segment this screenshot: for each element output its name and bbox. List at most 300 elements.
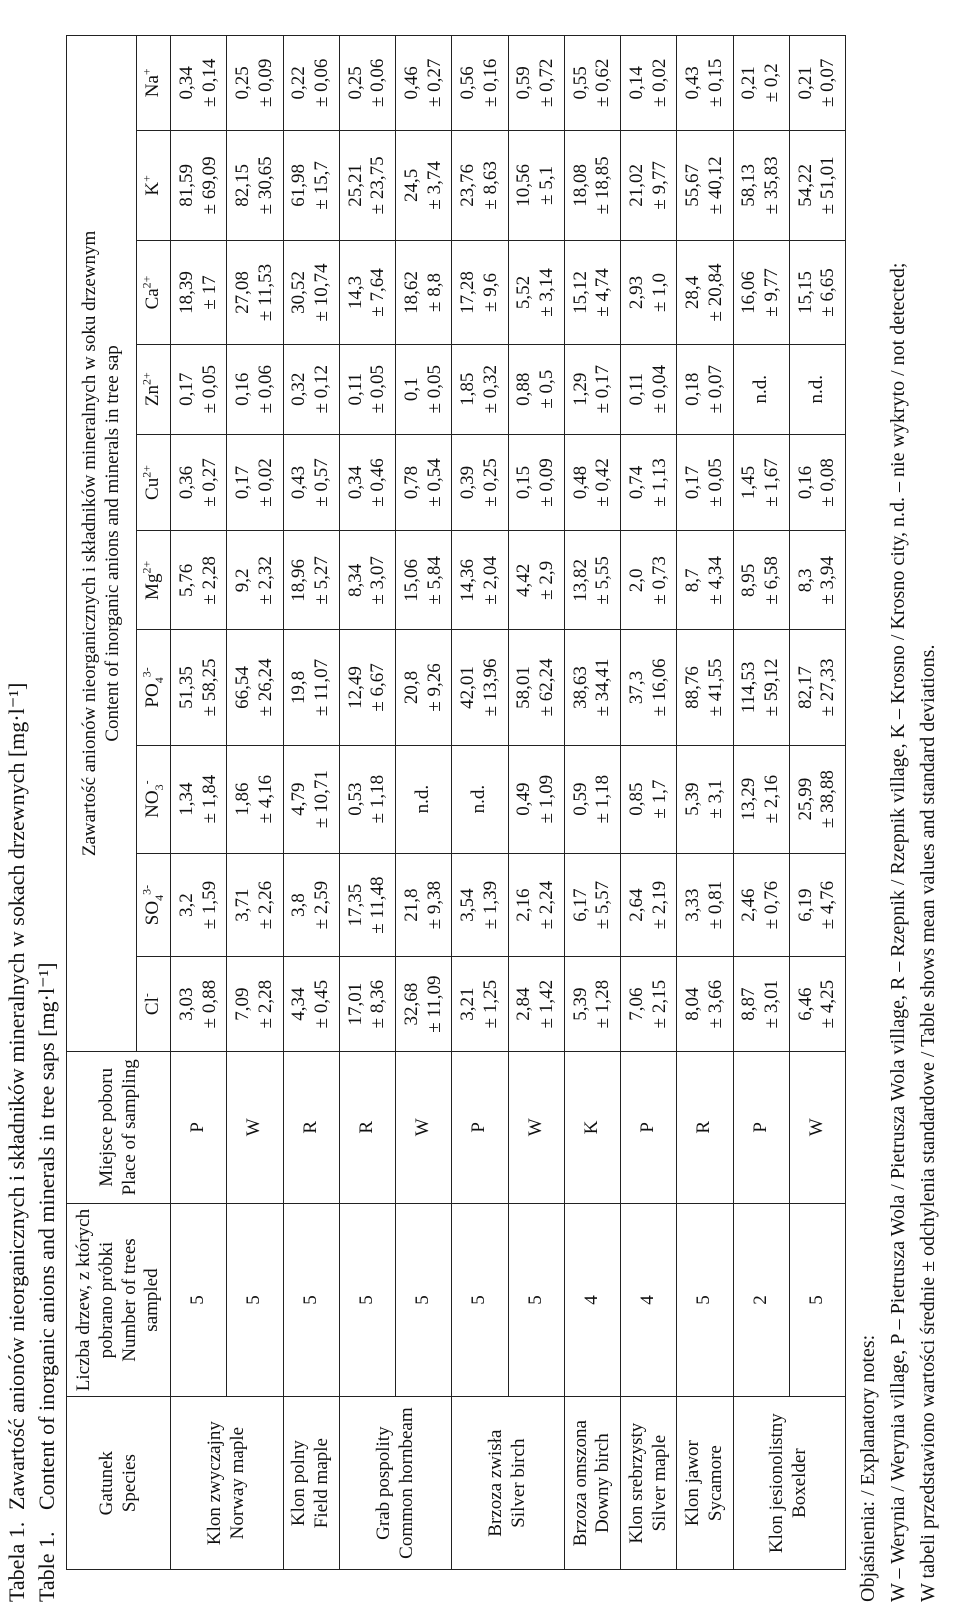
value-cell	[227, 630, 283, 745]
sd-value: ± 1,28	[592, 979, 614, 1029]
value-cell	[396, 344, 452, 434]
sd-value: ± 1,18	[592, 774, 614, 824]
value-cell	[621, 434, 677, 531]
ion-subscript: 4	[151, 677, 166, 684]
ion-charge: -	[139, 993, 154, 998]
mean-value: 2,16	[513, 888, 535, 922]
value-cell	[564, 745, 620, 853]
value-cell	[171, 531, 227, 630]
ion-header-8	[137, 130, 171, 241]
table-row	[339, 36, 395, 1570]
value-cell	[171, 853, 227, 957]
mean-value: 17,35	[344, 883, 366, 927]
sd-value: ± 0,08	[817, 458, 839, 507]
mean-value: 81,59	[175, 164, 197, 207]
trees-count-cell: 5	[339, 1203, 395, 1396]
species-header-pl: Gatunek	[95, 1450, 117, 1516]
mean-value: 3,8	[288, 893, 310, 917]
ion-subscript: 3	[151, 784, 166, 791]
mean-value: 27,08	[232, 271, 254, 314]
ion-header-9	[137, 36, 171, 131]
mean-value: 0,53	[344, 782, 366, 816]
value-cell	[339, 434, 395, 531]
sd-value: ± 2,28	[198, 556, 220, 605]
value-cell	[339, 130, 395, 241]
sd-value: ± 0,2	[761, 63, 783, 103]
mean-value: 0,49	[513, 782, 535, 816]
sd-value: ± 0,04	[648, 364, 670, 414]
value-cell	[733, 434, 789, 531]
ion-symbol: PO	[142, 683, 164, 708]
place-cell: R	[677, 1051, 733, 1203]
species-name-en: Sycamore	[704, 1445, 726, 1522]
sd-value: ± 7,64	[367, 268, 389, 317]
sd-value: ± 11,53	[254, 263, 276, 322]
sd-value: ± 1,7	[648, 779, 670, 819]
sd-value: ± 2,16	[761, 774, 783, 824]
mean-value: 0,48	[569, 465, 591, 500]
table-row	[677, 36, 733, 1570]
sd-value: ± 0,16	[479, 58, 501, 108]
sd-value: ± 0,27	[198, 458, 220, 507]
sd-value: ± 2,32	[254, 556, 276, 605]
mean-value: 0,16	[232, 372, 254, 406]
mean-value: 0,21	[794, 66, 816, 100]
mean-value: 17,01	[344, 982, 366, 1026]
mean-value: 8,04	[682, 987, 704, 1021]
value-cell	[733, 344, 789, 434]
sd-value: ± 0,07	[817, 58, 839, 108]
sd-value: ± 3,94	[817, 556, 839, 605]
mean-value: 28,4	[682, 275, 704, 310]
sd-value: ± 1,67	[761, 458, 783, 507]
ion-subscript: 4	[151, 894, 166, 901]
sd-value: ± 34,41	[592, 658, 614, 717]
ion-charge: +	[139, 175, 154, 182]
sd-value: ± 3,07	[367, 556, 389, 605]
ion-symbol: Mg	[142, 573, 164, 600]
trees-count-cell: 5	[677, 1203, 733, 1396]
caption-text-pl: Zawartość anionów nieorganicznych i składników mineralnych w sokach drzewnych [mg·l⁻¹]	[4, 682, 29, 1510]
table-row	[564, 36, 620, 1570]
value-cell	[508, 745, 564, 853]
species-name-pl: Klon jesionolistny	[766, 1413, 788, 1554]
species-cell	[621, 1397, 677, 1570]
mean-value: 0,59	[569, 782, 591, 816]
sd-value: ± 51,01	[817, 156, 839, 215]
species-name-pl: Brzoza zwisła	[485, 1429, 507, 1537]
sd-value: ± 0,06	[311, 58, 333, 108]
content-header-en: Content of inorganic anions and minerals in tree sap	[101, 345, 123, 742]
value-cell	[283, 531, 339, 630]
ion-header-7	[137, 241, 171, 345]
species-cell	[283, 1397, 339, 1570]
mean-value: 42,01	[457, 666, 479, 709]
value-cell	[452, 745, 508, 853]
value-cell	[789, 36, 845, 131]
mean-value: 4,42	[513, 563, 535, 597]
ion-header-6	[137, 344, 171, 434]
value-cell	[339, 344, 395, 434]
mean-value: 0,21	[738, 66, 760, 100]
sd-value: ± 2,04	[479, 556, 501, 605]
value-cell	[396, 434, 452, 531]
trees-count-cell: 5	[227, 1203, 283, 1396]
value-cell	[789, 241, 845, 345]
place-header-en: Place of sampling	[118, 1059, 140, 1196]
value-cell	[789, 957, 845, 1051]
table-row	[508, 36, 564, 1570]
mean-value: 2,46	[738, 888, 760, 922]
mean-value: 5,76	[175, 563, 197, 597]
place-cell: W	[789, 1051, 845, 1203]
mean-value: 55,67	[682, 164, 704, 207]
value-cell	[508, 241, 564, 345]
mean-value: 30,52	[288, 271, 310, 314]
place-cell: P	[171, 1051, 227, 1203]
sd-value: ± 1,84	[198, 774, 220, 824]
mean-value: 8,7	[682, 568, 704, 593]
mean-value: 14,3	[344, 275, 366, 310]
value-cell	[789, 344, 845, 434]
species-cell	[733, 1397, 846, 1570]
place-cell: W	[396, 1051, 452, 1203]
sd-value: ± 15,7	[311, 161, 333, 210]
mean-value: 1,85	[457, 372, 479, 406]
mean-value: 5,39	[569, 987, 591, 1021]
mean-value: 25,99	[794, 777, 816, 821]
mean-value: 8,3	[794, 568, 816, 593]
mean-value: 5,52	[513, 275, 535, 310]
mean-value: 0,39	[457, 465, 479, 500]
sd-value: ± 4,76	[817, 880, 839, 930]
caption-text-en: Content of inorganic anions and minerals in tree saps [mg·l⁻¹]	[34, 962, 59, 1510]
place-cell: K	[564, 1051, 620, 1203]
value-cell	[508, 344, 564, 434]
species-name-pl: Grab pospolity	[372, 1426, 394, 1540]
species-cell	[564, 1397, 620, 1570]
sd-value: ± 3,1	[704, 779, 726, 819]
value-cell	[339, 36, 395, 131]
mean-value: 58,01	[513, 666, 535, 709]
mean-value: 32,68	[400, 982, 422, 1026]
value-cell	[283, 745, 339, 853]
sd-value: ± 8,63	[479, 161, 501, 210]
species-name-en: Silver birch	[508, 1438, 529, 1528]
caption-pl	[4, 683, 30, 1602]
value-cell	[339, 630, 395, 745]
ion-symbol: Ca	[142, 288, 164, 310]
sd-value: ± 0,05	[704, 458, 726, 507]
mean-value: 0,36	[175, 465, 197, 500]
sd-value: ± 0,72	[536, 58, 558, 108]
sd-value: ± 5,57	[592, 880, 614, 930]
mean-value: 1,86	[232, 782, 254, 816]
ion-charge: 2+	[139, 464, 154, 478]
sd-value: ± 0,07	[704, 364, 726, 414]
value-cell	[396, 853, 452, 957]
mean-value: 14,36	[457, 558, 479, 602]
value-cell	[452, 434, 508, 531]
species-name-pl: Klon srebrzysty	[625, 1422, 647, 1544]
value-cell	[283, 853, 339, 957]
mean-value: 0,34	[344, 465, 366, 500]
trees-header	[67, 1203, 171, 1396]
ion-charge: 2+	[139, 275, 154, 289]
table-row	[283, 36, 339, 1570]
table-row	[227, 36, 283, 1570]
sd-value: ± 27,33	[817, 658, 839, 717]
mean-value: 7,06	[625, 987, 647, 1021]
ion-header-5	[137, 434, 171, 531]
value-cell	[283, 630, 339, 745]
value-cell	[508, 130, 564, 241]
value-cell	[396, 36, 452, 131]
value-cell	[227, 531, 283, 630]
value-cell	[621, 745, 677, 853]
value-cell	[452, 853, 508, 957]
ion-header-0	[137, 957, 171, 1051]
species-name-en: Downy birch	[592, 1433, 614, 1533]
value-cell	[171, 36, 227, 131]
sd-value: ± 35,83	[761, 156, 783, 215]
species-header	[67, 1397, 171, 1570]
value-cell	[733, 130, 789, 241]
value-cell	[621, 630, 677, 745]
value-cell	[677, 36, 733, 131]
mean-value: 114,53	[738, 661, 760, 714]
mean-value: 7,09	[232, 987, 254, 1021]
value-cell	[508, 36, 564, 131]
sd-value: ± 0,09	[254, 58, 276, 108]
ion-symbol: SO	[142, 900, 164, 926]
sd-value: ± 0,17	[592, 364, 614, 414]
value-cell	[227, 853, 283, 957]
value-cell	[339, 853, 395, 957]
mean-value: 3,54	[457, 888, 479, 922]
mean-value: 0,22	[288, 66, 310, 100]
sd-value: ± 0,06	[254, 364, 276, 414]
value-cell	[564, 630, 620, 745]
sd-value: ± 1,25	[479, 979, 501, 1029]
sd-value: ± 6,65	[817, 268, 839, 317]
sd-value: ± 5,27	[311, 556, 333, 605]
species-name-en: Field maple	[311, 1438, 333, 1529]
sd-value: ± 58,25	[198, 658, 220, 717]
table-row	[171, 36, 227, 1570]
sd-value: ± 4,16	[254, 774, 276, 824]
sd-value: ± 2,26	[254, 880, 276, 930]
value-cell	[171, 241, 227, 345]
notes-heading: Objaśnienia: / Explanatory notes:	[857, 1334, 879, 1602]
place-header-pl: Miejsce poboru	[95, 1067, 117, 1187]
notes-sd: W tabeli przedstawiono wartości średnie ± odchylenia standardowe / Table shows mean values and standard deviations.	[917, 644, 939, 1602]
mean-value: 2,0	[625, 568, 647, 593]
species-cell	[339, 1397, 452, 1570]
mean-value: 0,25	[344, 66, 366, 100]
ion-charge: +	[139, 68, 154, 76]
ion-symbol: Cu	[142, 477, 164, 500]
mean-value: 16,06	[738, 271, 760, 314]
mean-value: 0,25	[232, 66, 254, 100]
value-cell	[227, 241, 283, 345]
sd-value: ± 0,5	[536, 369, 558, 409]
mean-value: 18,96	[288, 558, 310, 602]
mean-value: 0,11	[344, 372, 366, 406]
mean-value: 0,59	[513, 66, 535, 100]
sd-value: ± 0,05	[198, 364, 220, 414]
mean-value: 24,5	[400, 168, 422, 203]
ion-header-1	[137, 853, 171, 957]
mean-value: 0,78	[400, 465, 422, 500]
place-cell: R	[339, 1051, 395, 1203]
sd-value: ± 0,14	[198, 58, 220, 108]
content-header-pl: Zawartość anionów nieorganicznych i składników mineralnych w soku drzewnym	[78, 230, 100, 857]
value-cell	[171, 344, 227, 434]
sd-value: ± 2,15	[648, 979, 670, 1029]
table-body	[171, 36, 846, 1570]
value-cell	[452, 344, 508, 434]
mean-value: 58,13	[738, 164, 760, 207]
mean-value: 0,17	[175, 372, 197, 406]
sd-value: ± 0,73	[648, 556, 670, 605]
sd-value: ± 4,74	[592, 268, 614, 317]
sd-value: ± 41,55	[704, 658, 726, 717]
trees-count-cell: 5	[508, 1203, 564, 1396]
trees-count-cell: 5	[789, 1203, 845, 1396]
trees-count-cell: 5	[396, 1203, 452, 1396]
mean-value: 10,56	[513, 164, 535, 207]
mean-value: 3,71	[232, 888, 254, 922]
value-cell	[564, 434, 620, 531]
value-cell	[733, 745, 789, 853]
value-cell	[452, 241, 508, 345]
mean-value: 1,34	[175, 782, 197, 816]
table-row	[621, 36, 677, 1570]
place-cell: P	[621, 1051, 677, 1203]
sd-value: ± 2,24	[536, 880, 558, 930]
mean-value: 1,45	[738, 465, 760, 500]
sd-value: ± 11,48	[367, 876, 389, 934]
value-cell	[283, 434, 339, 531]
place-cell: R	[283, 1051, 339, 1203]
value-cell	[677, 853, 733, 957]
value-cell	[621, 130, 677, 241]
species-cell	[171, 1397, 284, 1570]
value-cell	[564, 36, 620, 131]
mean-value: 0,15	[513, 465, 535, 500]
sd-value: ± 0,05	[367, 364, 389, 414]
ion-charge: -	[139, 780, 154, 785]
value-cell	[452, 531, 508, 630]
ion-charge: 2+	[139, 372, 154, 386]
sd-value: ± 26,24	[254, 658, 276, 717]
species-name-en: Norway maple	[226, 1426, 248, 1540]
sd-value: ± 62,24	[536, 658, 558, 717]
mean-value: 15,15	[794, 271, 816, 314]
value-cell	[171, 130, 227, 241]
sd-value: ± 0,45	[311, 979, 333, 1029]
mean-value: n.d.	[412, 784, 434, 814]
mean-value: 37,3	[625, 670, 647, 705]
mean-value: 82,15	[232, 164, 254, 207]
mean-value: 3,21	[457, 987, 479, 1021]
sd-value: ± 11,07	[311, 658, 333, 717]
place-cell: P	[452, 1051, 508, 1203]
mean-value: 0,34	[175, 66, 197, 100]
sd-value: ± 2,28	[254, 979, 276, 1029]
species-header-en: Species	[118, 1454, 140, 1513]
mean-value: 13,82	[569, 558, 591, 602]
value-cell	[564, 531, 620, 630]
notes-legend: W – Werynia / Werynia village, P – Pietrusza Wola / Pietrusza Wola village, R – Rzepnik / Rzepnik village, K – Krosno / Krosno city, n.d. – nie wykryto / not detected;	[887, 262, 909, 1602]
mean-value: 0,32	[288, 372, 310, 406]
value-cell	[677, 630, 733, 745]
value-cell	[396, 957, 452, 1051]
sd-value: ± 0,42	[592, 458, 614, 507]
sd-value: ± 9,77	[648, 161, 670, 210]
mean-value: 13,29	[738, 777, 760, 821]
sd-value: ± 6,58	[761, 556, 783, 605]
mean-value: 4,34	[288, 987, 310, 1021]
value-cell	[396, 130, 452, 241]
sd-value: ± 17	[198, 275, 220, 310]
sd-value: ± 1,13	[648, 458, 670, 507]
ion-symbol: NO	[142, 790, 164, 818]
sd-value: ± 0,81	[704, 880, 726, 930]
value-cell	[508, 434, 564, 531]
value-cell	[621, 853, 677, 957]
mean-value: 6,17	[569, 888, 591, 922]
value-cell	[171, 434, 227, 531]
sd-value: ± 1,09	[536, 774, 558, 824]
sd-value: ± 3,01	[761, 979, 783, 1029]
value-cell	[789, 130, 845, 241]
mean-value: 88,76	[682, 666, 704, 709]
mean-value: 6,46	[794, 987, 816, 1021]
value-cell	[339, 531, 395, 630]
sd-value: ± 0,06	[367, 58, 389, 108]
mean-value: 8,95	[738, 563, 760, 597]
trees-count-cell: 5	[283, 1203, 339, 1396]
mean-value: 23,76	[457, 164, 479, 207]
mean-value: 0,1	[400, 377, 422, 402]
sd-value: ± 30,65	[254, 156, 276, 215]
sd-value: ± 3,74	[423, 161, 445, 210]
value-cell	[733, 853, 789, 957]
sd-value: ± 6,67	[367, 663, 389, 712]
value-cell	[452, 36, 508, 131]
ion-charge: 3-	[139, 667, 154, 678]
mean-value: 2,64	[625, 888, 647, 922]
sd-value: ± 0,02	[648, 58, 670, 108]
value-cell	[227, 745, 283, 853]
mean-value: 1,29	[569, 372, 591, 406]
mean-value: 21,8	[400, 888, 422, 922]
mean-value: 0,16	[794, 465, 816, 500]
value-cell	[339, 957, 395, 1051]
value-cell	[452, 957, 508, 1051]
ion-symbol: K	[142, 181, 164, 196]
value-cell	[621, 957, 677, 1051]
sd-value: ± 3,66	[704, 979, 726, 1029]
mean-value: 61,98	[288, 164, 310, 207]
table-row	[396, 36, 452, 1570]
place-cell: P	[733, 1051, 789, 1203]
sd-value: ± 0,57	[311, 458, 333, 507]
mean-value: 15,12	[569, 271, 591, 314]
mean-value: 9,2	[232, 568, 254, 593]
